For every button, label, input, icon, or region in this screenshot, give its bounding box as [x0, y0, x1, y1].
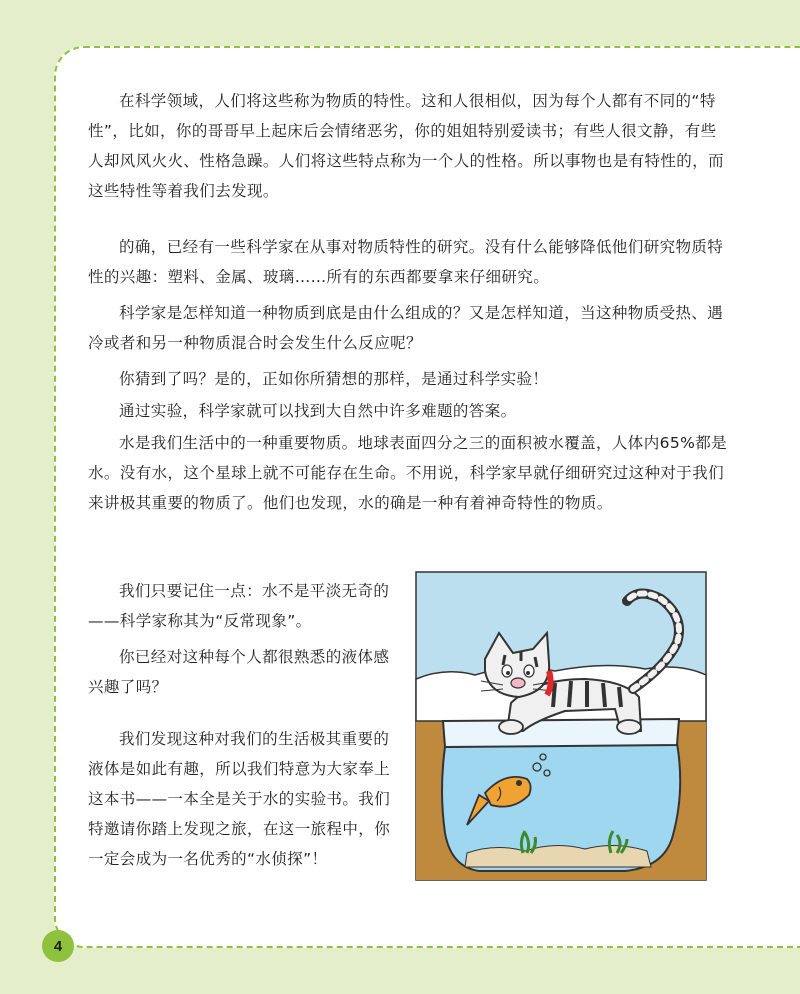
cat-and-fish-illustration [415, 571, 707, 881]
paragraph: 科学家是怎样知道一种物质到底是由什么组成的？又是怎样知道，当这种物质受热、遇冷或者和另一种物质混合时会发生什么反应呢？ [88, 304, 724, 352]
page-number-badge [42, 930, 74, 962]
paragraph: 我们发现这种对我们的生活极其重要的液体是如此有趣，所以我们特意为大家奉上这本书——一本全是关于水的实验书。我们特邀请你踏上发现之旅，在这一旅程中，你一定会成为一名优秀的“水侦探”！ [88, 730, 391, 868]
paragraph: 水是我们生活中的一种重要物质。地球表面四分之三的面积被水覆盖，人体内65%都是水。没有水，这个星球上就不可能存在生命。不用说，科学家早就仔细研究过这种对于我们来讲极其重要的物质了。他们也发现，水的确是一种有着神奇特性的物质。 [88, 434, 728, 512]
paragraph: 你已经对这种每个人都很熟悉的液体感兴趣了吗？ [88, 648, 390, 696]
page-number: 4 [53, 937, 63, 955]
illustration-svg [415, 571, 707, 881]
ice-sheet [443, 719, 679, 747]
paragraph: 你猜到了吗？是的，正如你所猜想的那样，是通过科学实验！ [119, 370, 549, 388]
paragraph: 我们只要记住一点：水不是平淡无奇的——科学家称其为“反常现象”。 [88, 582, 390, 630]
paragraph: 在科学领域，人们将这些称为物质的特性。这和人很相似，因为每个人都有不同的“特性”，比如，你的哥哥早上起床后会情绪恶劣，你的姐姐特别爱读书；有些人很文静，有些人却风风火火、性格急躁。人们将这些特点称为一个人的性格。所以事物也是有特性的，而这些特性等着我们去发现。 [88, 92, 725, 200]
paragraph: 通过实验，科学家就可以找到大自然中许多难题的答案。 [119, 402, 517, 420]
paragraph: 的确，已经有一些科学家在从事对物质特性的研究。没有什么能够降低他们研究物质特性的兴趣：塑料、金属、玻璃……所有的东西都要拿来仔细研究。 [88, 238, 724, 286]
